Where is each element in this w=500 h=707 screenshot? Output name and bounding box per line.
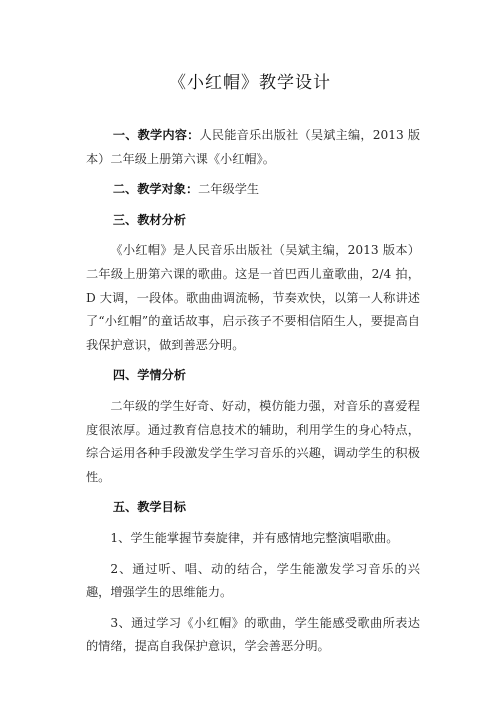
goal-item: 1、学生能掌握节奏旋律，并有感情地完整演唱歌曲。 [110, 530, 399, 545]
section-text: 人民能音乐出版社（吴斌主编，2013 版本）二年级上册第六课《小红帽》。 [86, 128, 421, 166]
section-heading-teaching-goals: 五、教学目标 [112, 500, 186, 515]
section-heading: 一、教学内容： [112, 128, 200, 142]
paragraph-learner-analysis: 二年级的学生好奇、好动，模仿能力强，对音乐的喜爱程度很浓厚。通过教育信息技术的辅助，利用学生的身心特点，综合运用各种手段激发学生学习音乐的兴趣，调动学生的积极性。 [86, 398, 420, 484]
goal-item: 3、通过学习《小红帽》的歌曲，学生能感受歌曲所表达的情绪，提高自我保护意识，学会善恶分明。 [86, 615, 420, 654]
paragraph-material-analysis: 《小红帽》是人民音乐出版社（吴斌主编，2013 版本）二年级上册第六课的歌曲。这是一首巴西儿童歌曲，2/4 拍，D 大调，一段体。歌曲曲调流畅，节奏欢快，以第一人称讲述了“小红帽”的童话故事，启示孩子不要相信陌生人，要提高自我保护意识，做到善恶分明。 [86, 243, 420, 352]
section-teaching-object [86, 178, 420, 202]
section-text: 二年级学生 [198, 182, 260, 197]
section-heading-material-analysis: 三、教材分析 [112, 212, 186, 227]
section-heading: 二、教学对象： [112, 182, 199, 197]
section-heading-learner-analysis: 四、学情分析 [112, 368, 186, 383]
section-teaching-content [86, 124, 420, 171]
document-title: 《小红帽》教学设计 [169, 73, 331, 93]
document-body [86, 124, 420, 659]
goal-item: 2、通过听、唱、动的结合，学生能激发学习音乐的兴趣，增强学生的思维能力。 [86, 561, 420, 600]
